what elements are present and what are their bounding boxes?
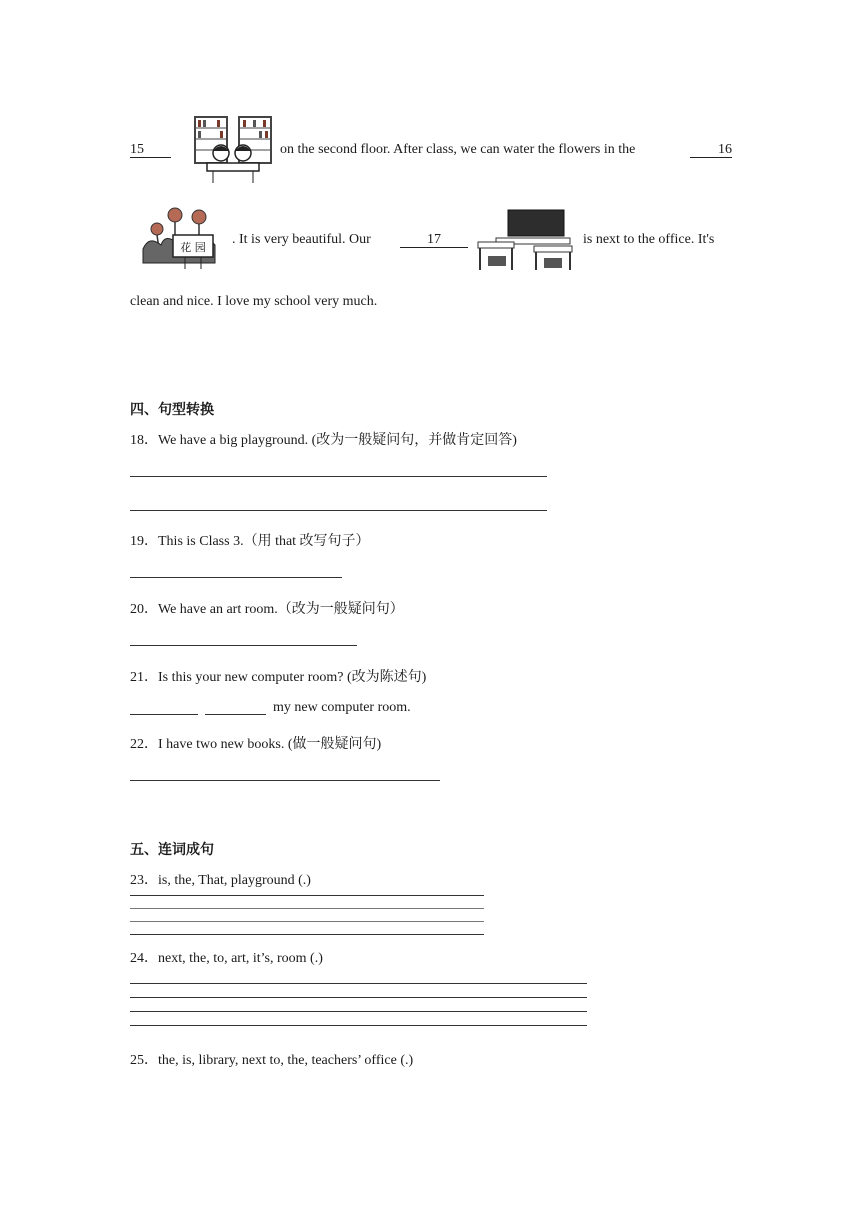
- answer-line-18a[interactable]: [130, 476, 547, 477]
- question-19: 19．This is Class 3.（用 that 改写句子）: [130, 534, 370, 549]
- question-25: 25．the, is, library, next to, the, teachers’ office (.): [130, 1053, 414, 1068]
- answer-blank-21b[interactable]: [205, 714, 266, 715]
- blank-17[interactable]: [400, 232, 468, 248]
- answer-line-23b[interactable]: [130, 908, 484, 909]
- answer-line-24c[interactable]: [130, 1011, 587, 1012]
- passage-text-d: clean and nice. I love my school very much.: [130, 294, 378, 309]
- question-21-tail: my new computer room.: [273, 700, 411, 715]
- answer-blank-21a[interactable]: [130, 714, 198, 715]
- garden-sign-text: 花 园: [180, 241, 206, 254]
- library-picture: [193, 115, 275, 185]
- answer-line-19[interactable]: [130, 577, 342, 578]
- question-21: 21．Is this your new computer room? (改为陈述句): [130, 670, 427, 685]
- answer-line-22[interactable]: [130, 780, 440, 781]
- blank-16[interactable]: [690, 142, 732, 158]
- question-23: 23．is, the, That, playground (.): [130, 873, 311, 888]
- question-20: 20．We have an art room.（改为一般疑问句）: [130, 602, 404, 617]
- passage-text-a: on the second floor. After class, we can water the flowers in the: [280, 142, 636, 157]
- answer-line-23a[interactable]: [130, 895, 484, 896]
- answer-line-18b[interactable]: [130, 510, 547, 511]
- answer-line-24d[interactable]: [130, 1025, 587, 1026]
- passage-text-b: . It is very beautiful. Our: [232, 232, 371, 247]
- blank-16-number: 16: [690, 143, 732, 158]
- blank-15[interactable]: [130, 142, 171, 158]
- question-22: 22．I have two new books. (做一般疑问句): [130, 737, 382, 752]
- classroom-picture: [476, 202, 576, 272]
- blank-17-number: 17: [400, 233, 468, 248]
- garden-picture: [135, 205, 235, 271]
- answer-line-24b[interactable]: [130, 997, 587, 998]
- passage-text-c: is next to the office. It's: [583, 232, 715, 247]
- blank-15-number: 15: [130, 143, 171, 158]
- answer-line-23c[interactable]: [130, 921, 484, 922]
- question-24: 24．next, the, to, art, it’s, room (.): [130, 951, 323, 966]
- section4-heading: 四、句型转换: [130, 402, 214, 418]
- answer-line-20[interactable]: [130, 645, 357, 646]
- question-18: 18．We have a big playground. (改为一般疑问句，并做肯定回答): [130, 433, 517, 448]
- answer-line-23d[interactable]: [130, 934, 484, 935]
- section5-heading: 五、连词成句: [130, 842, 214, 858]
- answer-line-24a[interactable]: [130, 983, 587, 984]
